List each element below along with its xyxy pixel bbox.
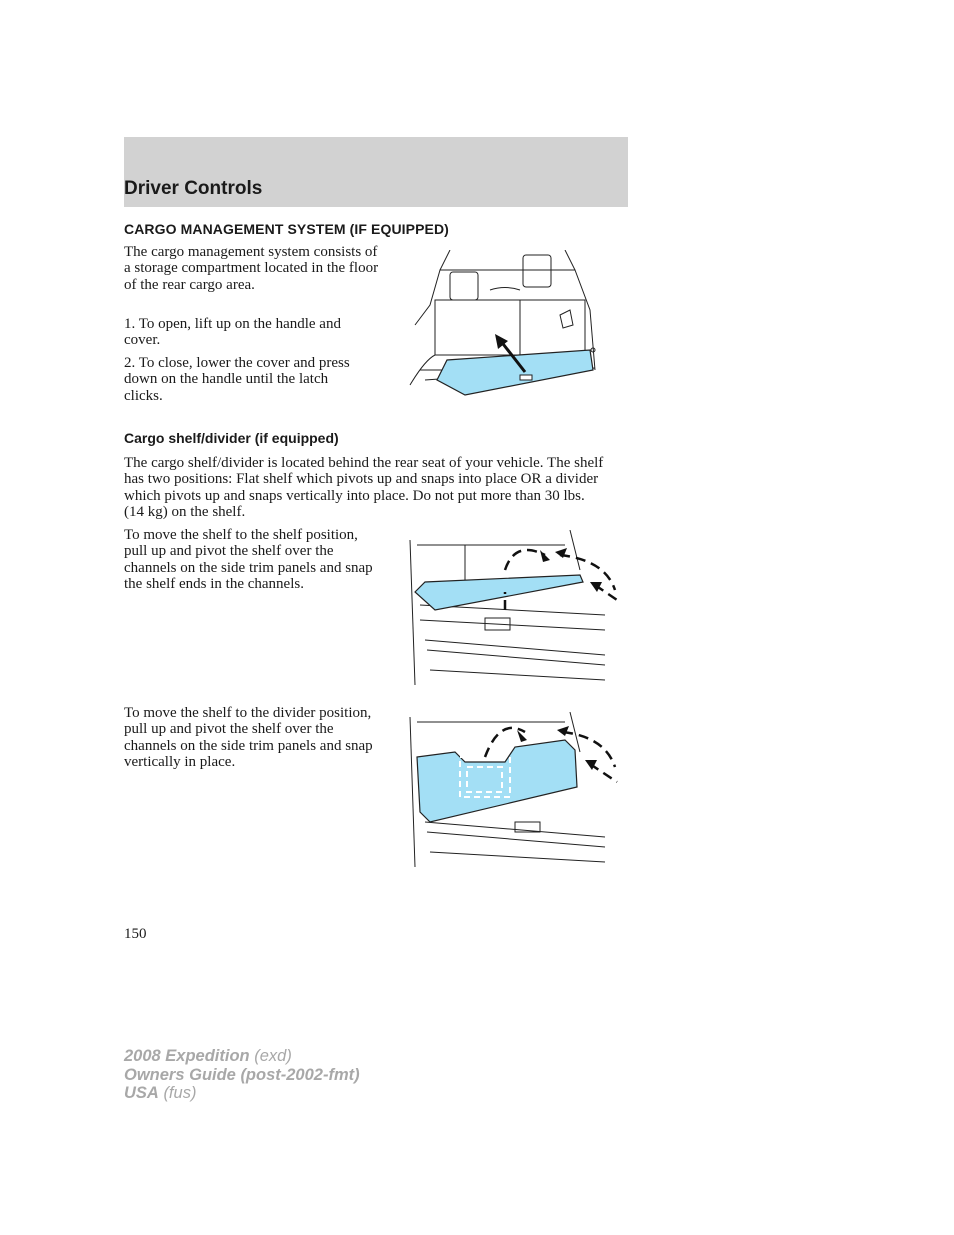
footer-model-code: (exd) bbox=[254, 1047, 292, 1065]
footer-market: USA bbox=[124, 1084, 159, 1102]
page-number: 150 bbox=[124, 926, 147, 942]
storage-compartment-illustration bbox=[405, 250, 605, 410]
divider-position-text: To move the shelf to the divider position, pull up and pivot the shelf over the channels on the side trim panels and snap vertically in place. bbox=[124, 705, 373, 770]
document-footer bbox=[124, 1047, 360, 1103]
footer-guide: Owners Guide (post-2002-fmt) bbox=[124, 1065, 360, 1084]
section-title: Driver Controls bbox=[124, 178, 263, 199]
divider-position-illustration bbox=[405, 712, 620, 872]
shelf-position-illustration bbox=[405, 530, 620, 690]
cargo-management-step-1: 1. To open, lift up on the handle and cover. bbox=[124, 316, 341, 349]
footer-model: 2008 Expedition bbox=[124, 1047, 250, 1065]
cargo-management-intro: The cargo management system consists of a storage compartment located in the floor of the rear cargo area. bbox=[124, 244, 379, 293]
cargo-shelf-intro: The cargo shelf/divider is located behind the rear seat of your vehicle. The shelf has two positions: Flat shelf which pivots up and snaps into place OR a divider which pivots up and snaps vertically into place. Do not put more than 30 lbs. (14 kg) on the shelf. bbox=[124, 455, 604, 520]
footer-market-code: (fus) bbox=[163, 1084, 197, 1102]
cargo-shelf-heading: Cargo shelf/divider (if equipped) bbox=[124, 430, 339, 446]
cargo-management-step-2: 2. To close, lower the cover and press down on the handle until the latch clicks. bbox=[124, 355, 350, 404]
shelf-position-text: To move the shelf to the shelf position, pull up and pivot the shelf over the channels on the side trim panels and snap the shelf ends in the channels. bbox=[124, 527, 373, 592]
cargo-management-heading: CARGO MANAGEMENT SYSTEM (IF EQUIPPED) bbox=[124, 221, 449, 237]
